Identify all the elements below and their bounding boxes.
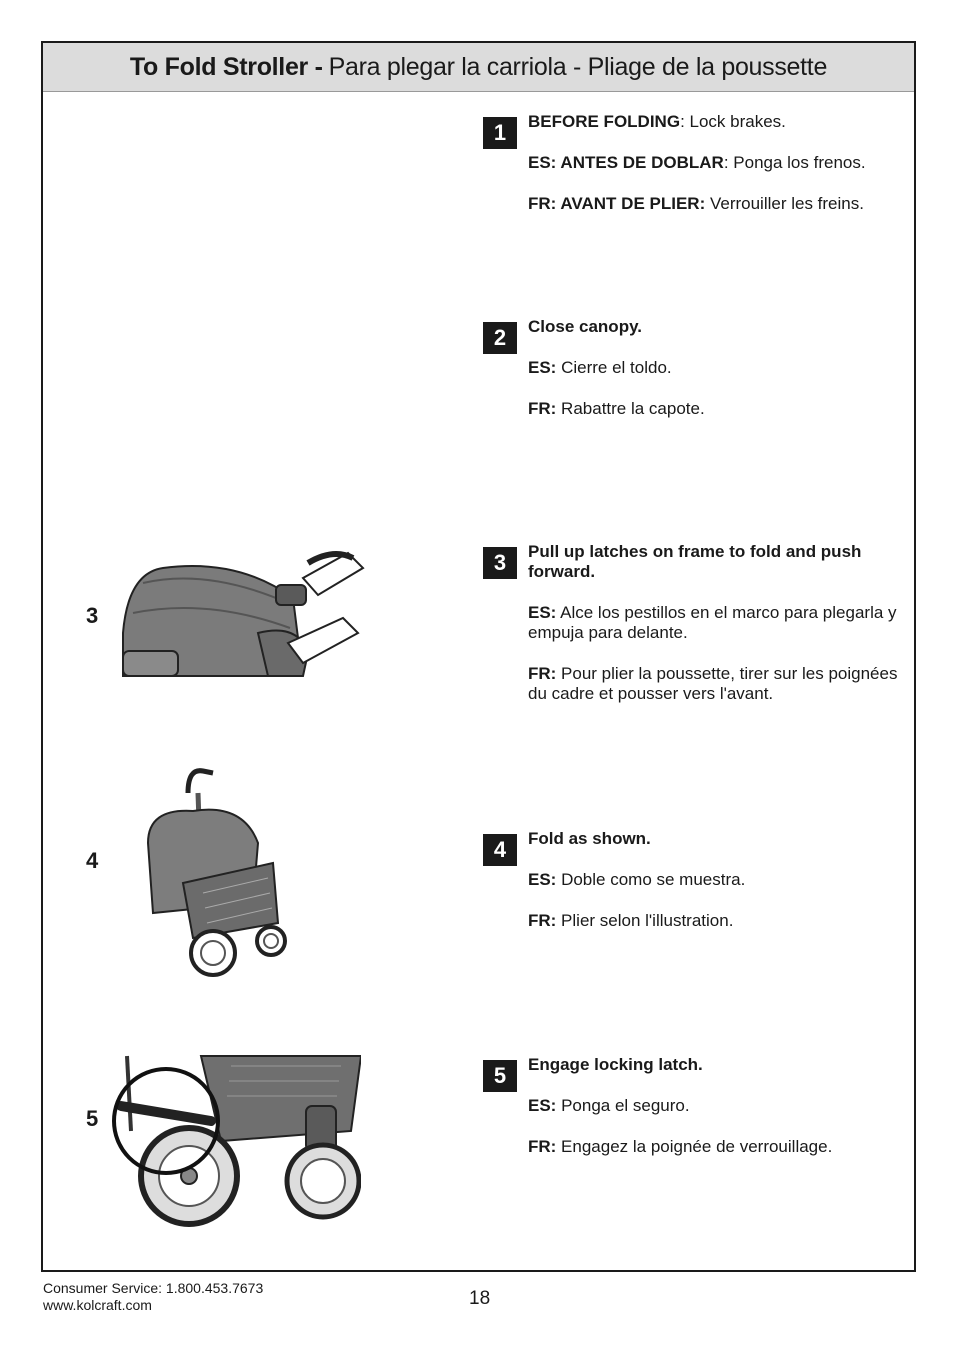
step-number-badge: 3 [483,547,517,579]
step-fr-text: FR: Rabattre la capote. [528,399,705,418]
page-number: 18 [469,1288,491,1309]
title-bold: To Fold Stroller - [129,52,323,81]
illustration-label-3: 3 [86,603,99,628]
step-fr-text: FR: Pour plier la poussette, tirer sur les poignées du cadre et pousser vers l'avant. [528,664,898,703]
page-title [43,43,914,92]
step-number-badge: 4 [483,834,517,866]
step-es-text: ES: Alce los pestillos en el marco para plegarla y empuja para delante. [528,603,897,642]
step-es-text: ES: ANTES DE DOBLAR: Ponga los frenos. [528,153,866,172]
step-number-badge: 5 [483,1060,517,1092]
step-es-text: ES: Doble como se muestra. [528,870,746,889]
stroller-fold-latch-illustration [118,543,368,678]
step-number-badge: 2 [483,322,517,354]
illustration-label-4: 4 [86,848,99,873]
step-es-text: ES: Ponga el seguro. [528,1096,690,1115]
step-fr-text: FR: AVANT DE PLIER: Verrouiller les freins. [528,194,864,213]
step-es-text: ES: Cierre el toldo. [528,358,672,377]
step-number-badge: 1 [483,117,517,149]
illustration-label-5: 5 [86,1106,99,1131]
step-fr-text: FR: Plier selon l'illustration. [528,911,734,930]
step-en-text: Fold as shown. [528,829,651,848]
step-en-text: Pull up latches on frame to fold and push forward. [528,542,862,581]
page-frame [41,41,916,1272]
step-en-text: Close canopy. [528,317,642,336]
title-rest: Para plegar la carriola - Pliage de la poussette [328,52,828,81]
footer-contact [43,1280,263,1314]
consumer-service-phone: Consumer Service: 1.800.453.7673 [43,1280,264,1296]
step-en-text: BEFORE FOLDING: Lock brakes. [528,112,786,131]
step-fr-text: FR: Engagez la poignée de verrouillage. [528,1137,833,1156]
website-link[interactable]: www.kolcraft.com [43,1297,152,1313]
locking-latch-illustration [111,1051,361,1231]
step-en-text: Engage locking latch. [528,1055,703,1074]
folded-stroller-illustration [143,763,293,978]
